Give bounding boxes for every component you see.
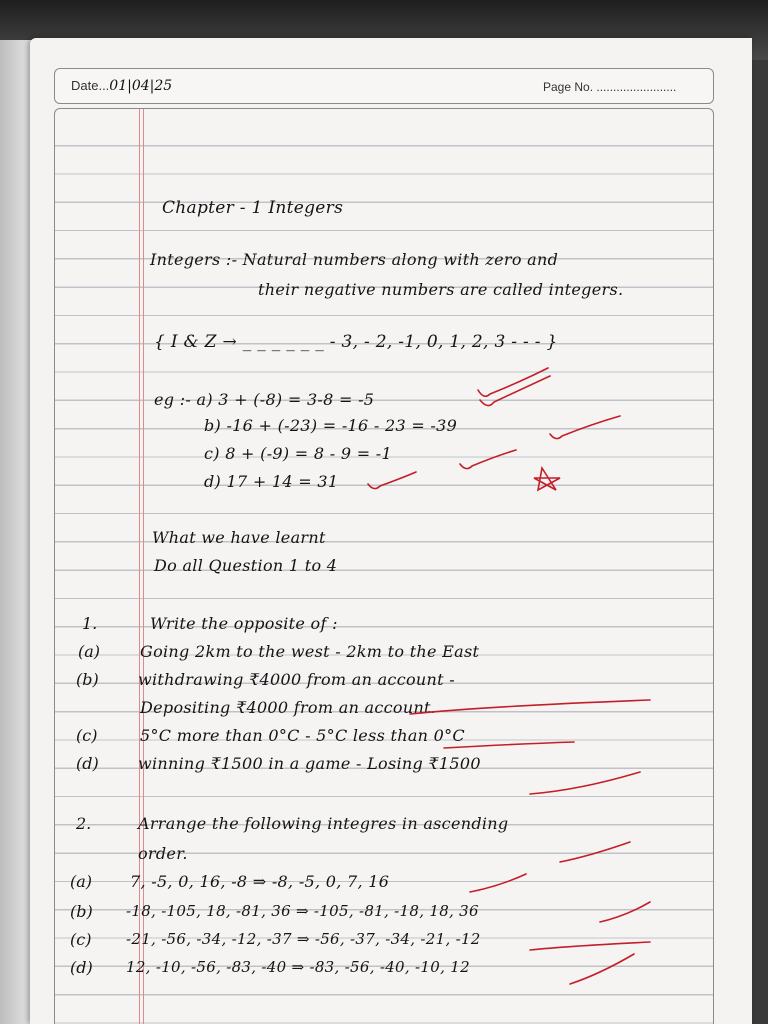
definition-line-2: their negative numbers are called integers. [258,280,624,299]
definition-line-1: Integers :- Natural numbers along with zero and [150,250,559,269]
question-2d-answer: 12, -10, -56, -83, -40 ⇒ -83, -56, -40, -10, 12 [126,958,470,976]
set-notation: { I & Z → _ _ _ _ _ _ - 3, - 2, -1, 0, 1, 2, 3 - - - } [154,332,558,352]
question-2-number: 2. [76,814,92,833]
question-1d-answer: winning ₹1500 in a game - Losing ₹1500 [138,754,481,773]
question-1b-answer: withdrawing ₹4000 from an account - [138,670,455,689]
date-value: 01|04|25 [109,78,173,94]
notebook-page [30,38,752,1024]
previous-page-edge [0,40,34,1024]
question-1-number: 1. [82,614,98,633]
date-field [71,78,172,94]
question-2-prompt-line-2: order. [138,844,188,863]
question-2b-answer: -18, -105, 18, -81, 36 ⇒ -105, -81, -18, 18, 36 [126,902,479,920]
example-d: d) 17 + 14 = 31 [204,472,339,491]
question-2-prompt-line-1: Arrange the following integres in ascending [138,814,509,833]
question-2a-answer: 7, -5, 0, 16, -8 ⇒ -8, -5, 0, 7, 16 [130,872,390,891]
date-label: Date... [71,78,110,93]
chapter-title: Chapter - 1 Integers [162,198,344,218]
question-1b-answer-cont: Depositing ₹4000 from an account. [140,698,437,717]
example-c: c) 8 + (-9) = 8 - 9 = -1 [204,444,392,463]
question-1c-label: (c) [76,726,98,745]
question-2d-label: (d) [70,958,93,977]
page-number-label: Page No. ........................ [543,80,677,94]
question-1b-label: (b) [76,670,99,689]
question-1a-label: (a) [78,642,101,661]
question-1-prompt: Write the opposite of : [150,614,338,633]
question-1d-label: (d) [76,754,99,773]
section-heading: What we have learnt [152,528,326,547]
question-1a-answer: Going 2km to the west - 2km to the East [140,642,480,661]
example-a: eg :- a) 3 + (-8) = 3-8 = -5 [154,390,375,409]
question-2b-label: (b) [70,902,93,921]
page-header [54,68,714,104]
question-2c-answer: -21, -56, -34, -12, -37 ⇒ -56, -37, -34, -21, -12 [126,930,481,948]
example-b: b) -16 + (-23) = -16 - 23 = -39 [204,416,458,435]
question-2a-label: (a) [70,872,93,891]
question-2c-label: (c) [70,930,92,949]
section-instruction: Do all Question 1 to 4 [154,556,338,575]
question-1c-answer: 5°C more than 0°C - 5°C less than 0°C [140,726,465,745]
